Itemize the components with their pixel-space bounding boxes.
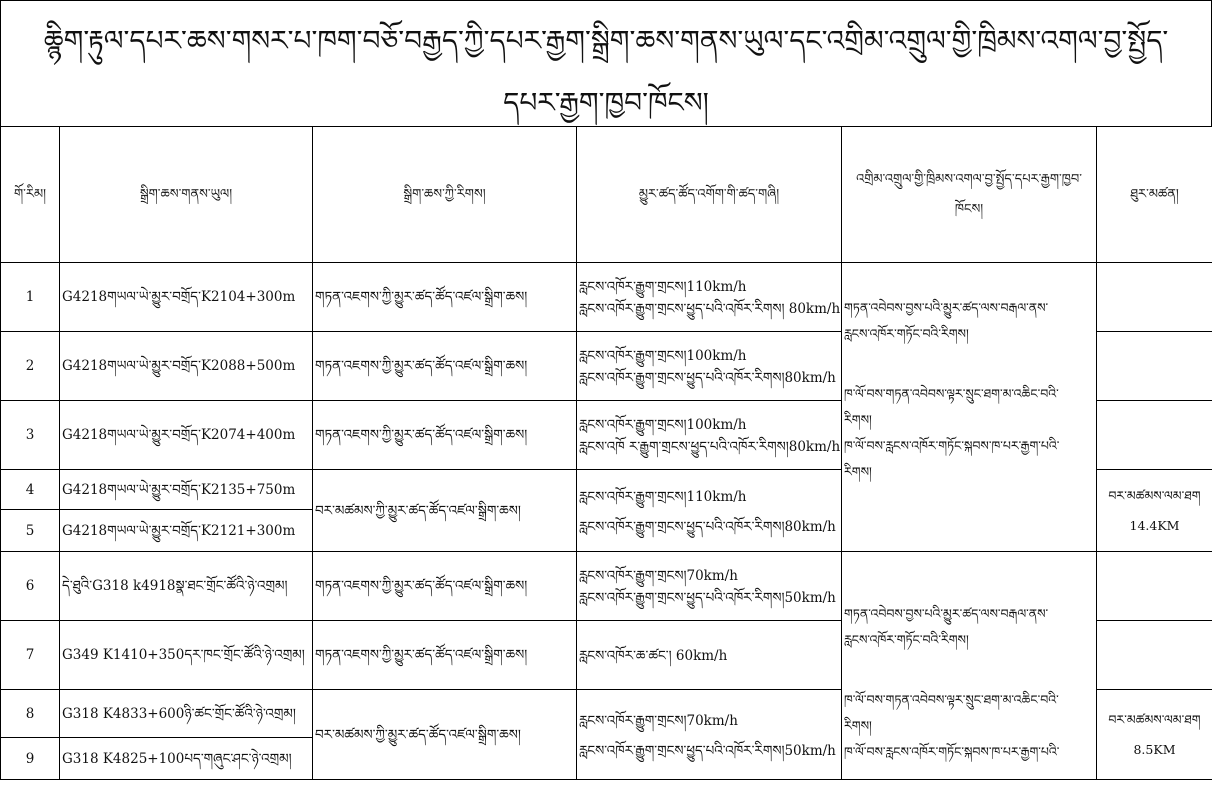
header-location: སྒྲིག་ཆས་གནས་ཡུལ། xyxy=(60,127,313,263)
row-no: 3 xyxy=(1,401,60,470)
violation-line: ཁ་ལོ་བས་རླངས་འཁོར་གཏོང་སྐབས་ཁ་པར་རྒྱག་པའི་ xyxy=(844,438,1060,453)
header-distance: ཐུར་མཚན། xyxy=(1097,127,1212,263)
violation-line: ཁ་ལོ་བས་གཏན་འབེབས་ལྟར་སྲུང་ཐག་མ་འཆིང་བའི་ xyxy=(844,386,1059,401)
row-type: གཏན་འཇགས་ཀྱི་མྱུར་ཚད་ཚོད་འཛལ་སྒྲིག་ཆས། xyxy=(313,263,577,332)
row-type: བར་མཚམས་ཀྱི་མྱུར་ཚད་ཚོད་འཛལ་སྒྲིག་ཆས། xyxy=(313,470,577,552)
violation-line: རིགས། xyxy=(844,464,872,479)
header-no: གོ་རིམ། xyxy=(1,127,60,263)
row-no: 7 xyxy=(1,621,60,690)
distance-label: བར་མཚམས་ལམ་ཐག xyxy=(1108,711,1201,727)
violation-cell-2 xyxy=(842,552,1097,780)
header-speed: མྱུར་ཚད་ཚོད་འགོག་གི་ཚད་གཞི། xyxy=(577,127,842,263)
row-location: G318 K4825+100པད་གཞུང་ཤང་ཉེ་འགྲམ། xyxy=(60,738,313,780)
table-row xyxy=(1,263,1212,332)
row-speed xyxy=(577,401,842,470)
row-type: བར་མཚམས་ཀྱི་མྱུར་ཚད་ཚོད་འཛལ་སྒྲིག་ཆས། xyxy=(313,690,577,780)
row-type: གཏན་འཇགས་ཀྱི་མྱུར་ཚད་ཚོད་འཛལ་སྒྲིག་ཆས། xyxy=(313,552,577,621)
speed-line: རླངས་འཁོར་རྒྱུག་གྲངས་ཕྱུད་པའི་འཁོར་རིགས།80km/h xyxy=(579,370,836,386)
row-speed xyxy=(577,552,842,621)
header-violation-text: འགྲིམ་འགྲུལ་གྱི་ཁྲིམས་འགལ་བྱ་སྤྱོད་དཔར་རྒྱག་ཁྱབ་ཁོངས། xyxy=(856,171,1082,217)
violation-line: གཏན་འབེབས་བྱས་པའི་མྱུར་ཚད་ལས་བརྒལ་ནས་ xyxy=(844,605,1049,621)
row-speed xyxy=(577,332,842,401)
violation-cell-1 xyxy=(842,263,1097,552)
speed-line: རླངས་འཁོ ར་རྒྱུག་གྲངས་ཕྱུད་པའི་འཁོར་རིགས།80km/h xyxy=(579,439,841,455)
distance-empty xyxy=(1097,332,1212,401)
distance-value: 8.5KM xyxy=(1133,741,1176,757)
row-speed xyxy=(577,621,842,690)
row-no: 2 xyxy=(1,332,60,401)
distance-empty xyxy=(1097,621,1212,690)
row-location: G4218གཡལ་ཡེ་མྱུར་བགྲོད་K2104+300m xyxy=(60,263,313,332)
row-speed xyxy=(577,690,842,780)
row-location: དེ་ཐུའི་G318 k4918སྣ་ཐང་གྲོང་ཚོའི་ཉེ་འགྲམ། xyxy=(60,552,313,621)
row-no: 6 xyxy=(1,552,60,621)
distance-value: 14.4KM xyxy=(1129,517,1180,533)
speed-line: རླངས་འཁོར་རྒྱུག་གྲངས་ཕྱུད་པའི་འཁོར་རིགས།50km/h xyxy=(579,590,836,606)
distance-cell-1 xyxy=(1097,470,1212,552)
row-location: G318 K4833+600ཉི་ཚང་གྲོང་ཚོའི་ཉེ་འགྲམ། xyxy=(60,690,313,738)
distance-empty xyxy=(1097,263,1212,332)
title-box xyxy=(0,0,1212,127)
violation-line: ཁ་ལོ་བས་རླངས་འཁོར་གཏོང་སྐབས་ཁ་པར་རྒྱག་པའི་ xyxy=(844,743,1060,759)
row-type: གཏན་འཇགས་ཀྱི་མྱུར་ཚད་ཚོད་འཛལ་སྒྲིག་ཆས། xyxy=(313,621,577,690)
violation-line: གཏན་འབེབས་བྱས་པའི་མྱུར་ཚད་ལས་བརྒལ་ནས་ xyxy=(844,300,1049,315)
violation-line: ཁ་ལོ་བས་གཏན་འབེབས་ལྟར་སྲུང་ཐག་མ་འཆིང་བའི་ xyxy=(844,691,1059,707)
speed-line: རླངས་འཁོར་རྒྱུག་གྲངས།110km/h xyxy=(579,279,747,295)
page-title-line-2: དཔར་རྒྱག་ཁྱབ་ཁོངས། xyxy=(503,86,709,119)
speed-line: རླངས་འཁོར་རྒྱུག་གྲངས།70km/h xyxy=(579,568,738,584)
speed-line: རླངས་འཁོར་རྒྱུག་གྲངས།100km/h xyxy=(579,417,747,433)
row-type: གཏན་འཇགས་ཀྱི་མྱུར་ཚད་ཚོད་འཛལ་སྒྲིག་ཆས། xyxy=(313,401,577,470)
violation-line: རླངས་འཁོར་གཏོང་བའི་རིགས། xyxy=(844,326,969,341)
table-row xyxy=(1,552,1212,621)
violation-line: རིགས། xyxy=(844,412,872,427)
row-location: G349 K1410+350དར་ཁང་གྲོང་ཚོའི་ཉེ་འགྲམ། xyxy=(60,621,313,690)
header-row xyxy=(1,127,1212,263)
row-no: 5 xyxy=(1,510,60,552)
row-no: 9 xyxy=(1,738,60,780)
row-location: G4218གཡལ་ཡེ་མྱུར་བགྲོད་K2135+750m xyxy=(60,470,313,510)
row-location: G4218གཡལ་ཡེ་མྱུར་བགྲོད་K2121+300m xyxy=(60,510,313,552)
camera-table xyxy=(0,126,1212,780)
distance-label: བར་མཚམས་ལམ་ཐག xyxy=(1108,487,1201,503)
speed-line: རླངས་འཁོར་ཆ་ཚང་། 60km/h xyxy=(579,648,728,664)
row-no: 8 xyxy=(1,690,60,738)
row-location: G4218གཡལ་ཡེ་མྱུར་བགྲོད་K2088+500m xyxy=(60,332,313,401)
row-location: G4218གཡལ་ཡེ་མྱུར་བགྲོད་K2074+400m xyxy=(60,401,313,470)
speed-line: རླངས་འཁོར་རྒྱུག་གྲངས།110km/h xyxy=(579,488,747,505)
distance-empty xyxy=(1097,401,1212,470)
speed-line: རླངས་འཁོར་རྒྱུག་གྲངས་ཕྱུད་པའི་འཁོར་རིགས། 80km/h xyxy=(579,301,841,317)
speed-line: རླངས་འཁོར་རྒྱུག་གྲངས།100km/h xyxy=(579,348,747,364)
speed-line: རླངས་འཁོར་རྒྱུག་གྲངས།70km/h xyxy=(579,712,738,729)
speed-line: རླངས་འཁོར་རྒྱུག་གྲངས་ཕྱུད་པའི་འཁོར་རིགས།50km/h xyxy=(579,742,836,759)
row-speed xyxy=(577,470,842,552)
header-type: སྒྲིག་ཆས་ཀྱི་རིགས། xyxy=(313,127,577,263)
violation-line: རིགས། xyxy=(844,717,872,733)
row-speed xyxy=(577,263,842,332)
row-no: 4 xyxy=(1,470,60,510)
page-title-line-1: ཆྙིག་རྟུལ་དཔར་ཆས་གསར་པ་ཁག་བཅོ་བརྒྱད་ཀྱི་དཔར་རྒྱག་སྒྲིག་ཆས་གནས་ཡུལ་དང་འགྲིམ་འགྲུལ་གྱི་ཁྲིམས་འགལ་བྱ་སྤྱོད་ xyxy=(43,24,1169,57)
header-violation xyxy=(842,127,1097,263)
row-no: 1 xyxy=(1,263,60,332)
distance-empty xyxy=(1097,552,1212,621)
row-type: གཏན་འཇགས་ཀྱི་མྱུར་ཚད་ཚོད་འཛལ་སྒྲིག་ཆས། xyxy=(313,332,577,401)
distance-cell-2 xyxy=(1097,690,1212,780)
violation-line: རླངས་འཁོར་གཏོང་བའི་རིགས། xyxy=(844,631,969,647)
speed-line: རླངས་འཁོར་རྒྱུག་གྲངས་ཕྱུད་པའི་འཁོར་རིགས།80km/h xyxy=(579,518,836,535)
